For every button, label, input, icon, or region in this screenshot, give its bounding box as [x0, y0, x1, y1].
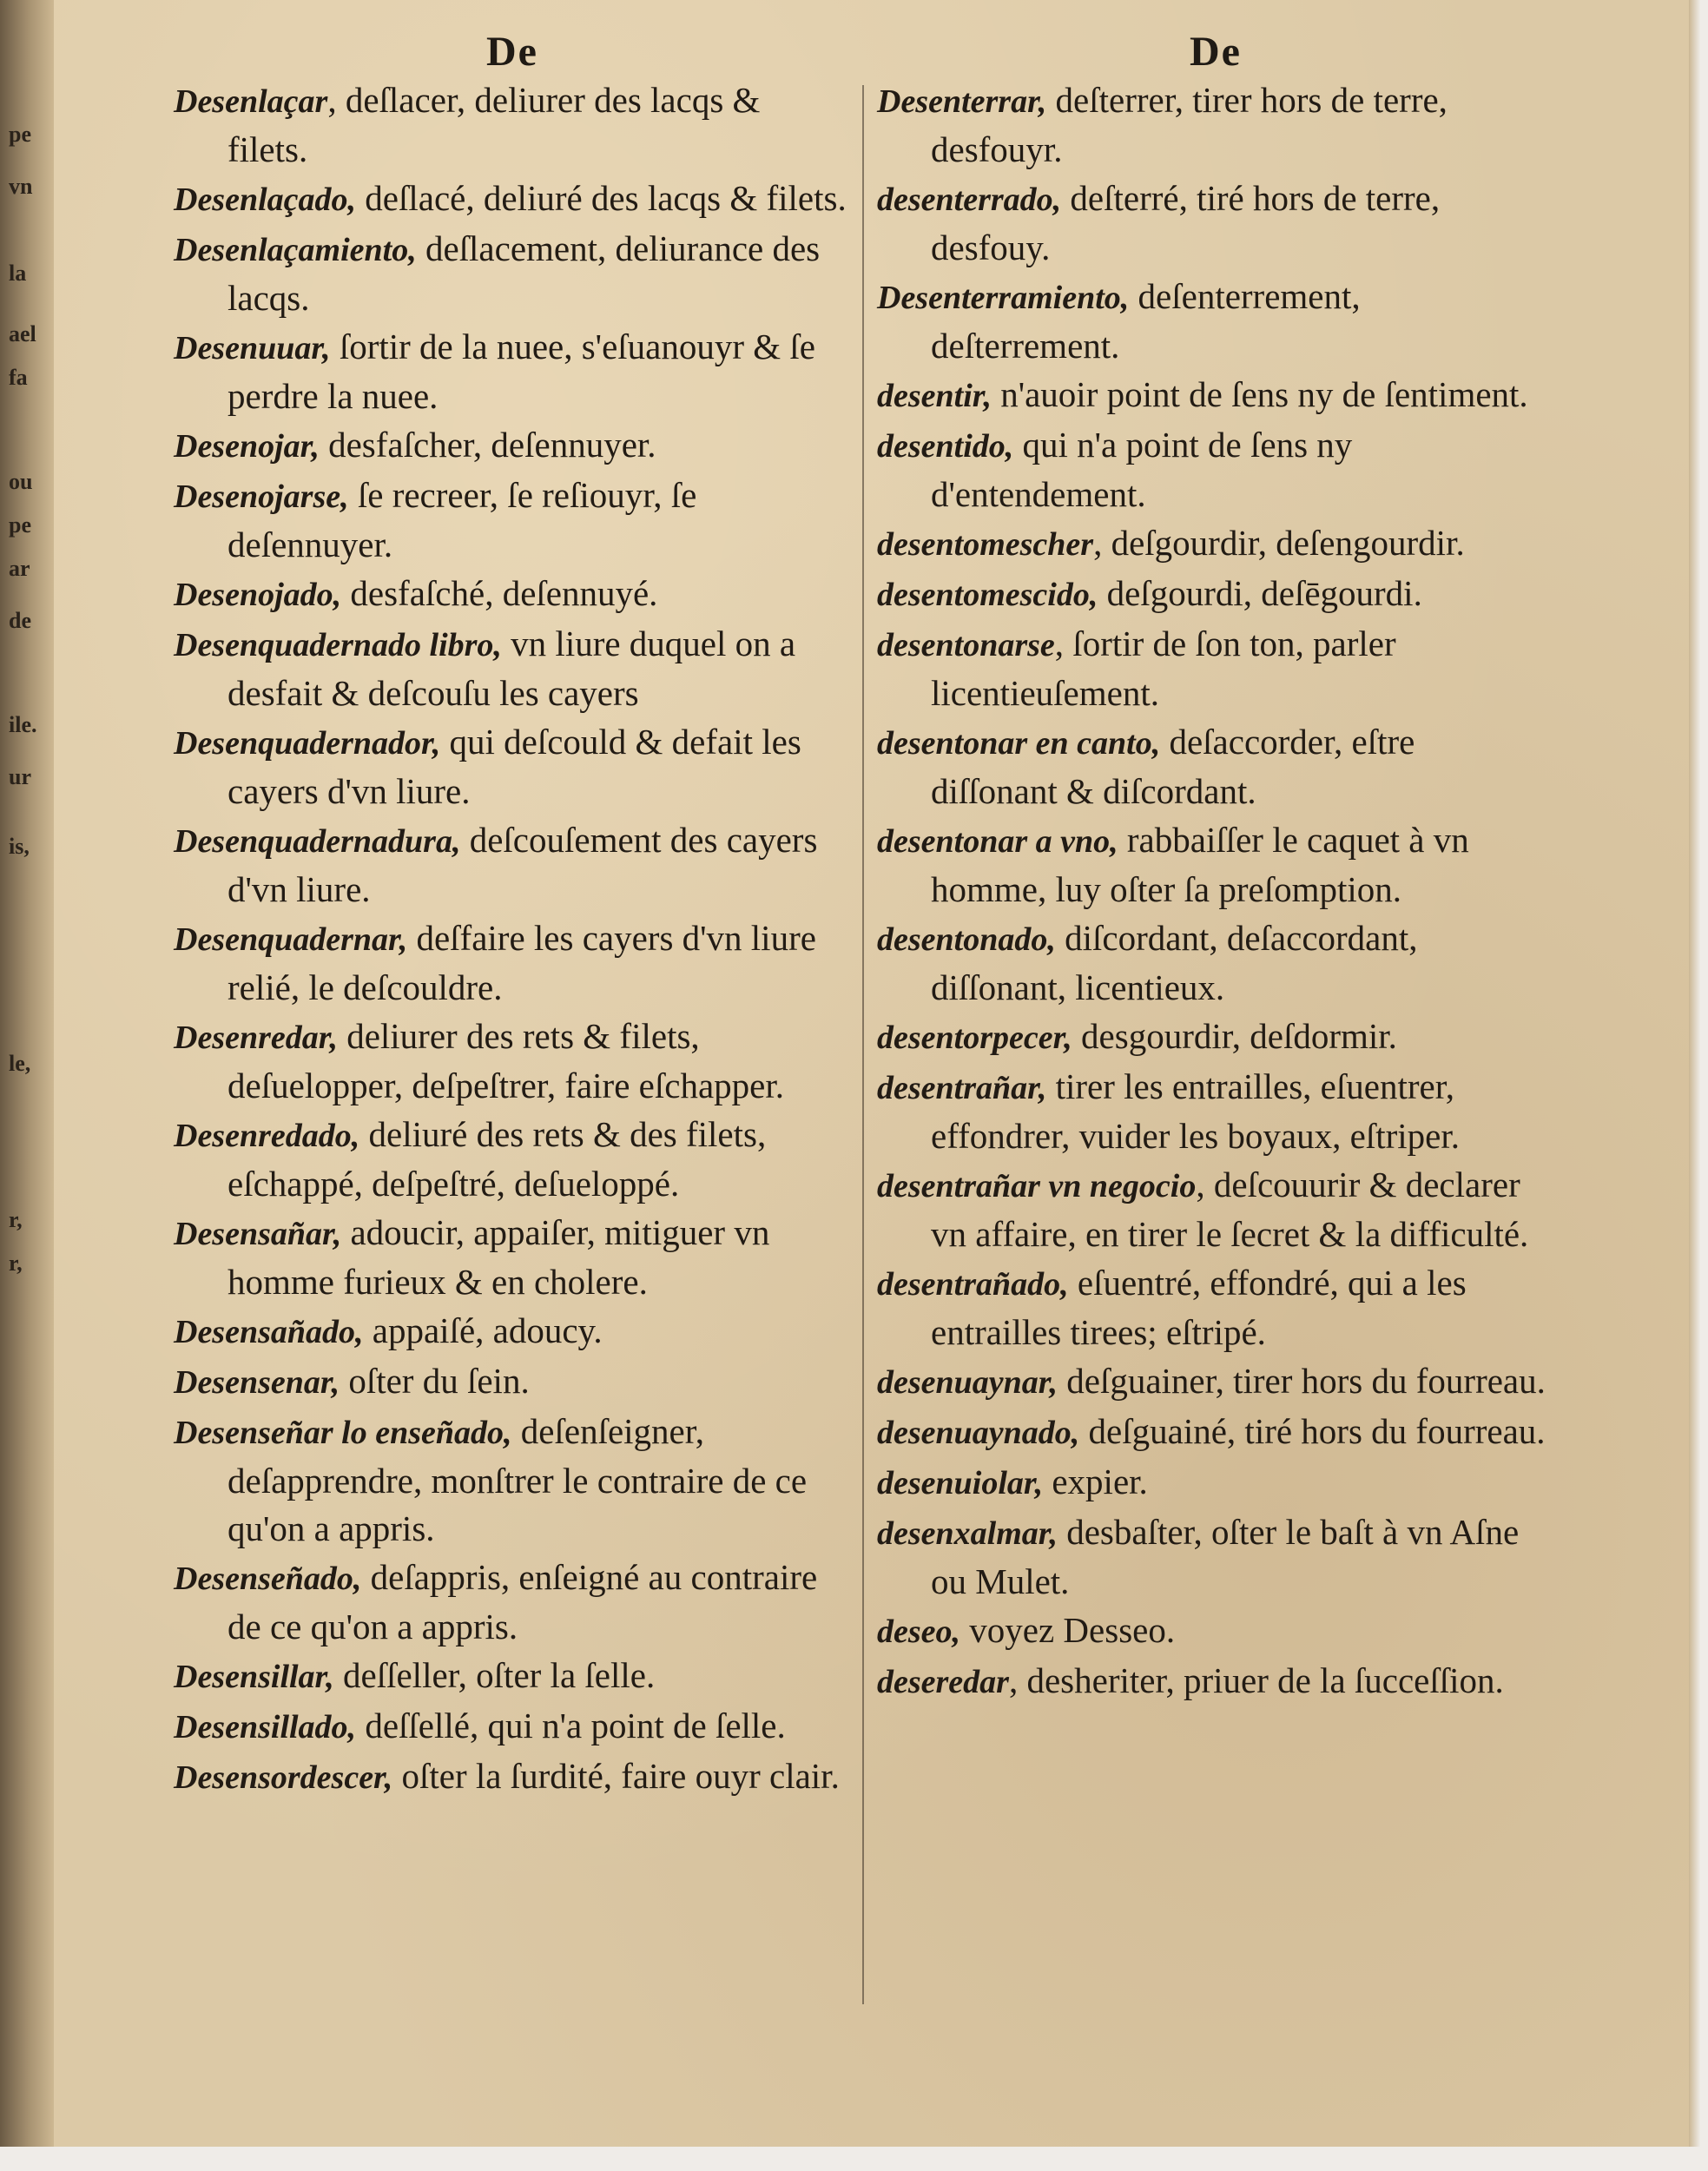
entry-definition: appaiſé, adoucy. [363, 1310, 603, 1350]
dictionary-entry [174, 225, 847, 322]
dictionary-entry [174, 570, 847, 619]
margin-fragment: le, [9, 1051, 31, 1076]
entry-headword: Desensañado, [174, 1314, 364, 1350]
entry-definition: deſfaire les cayers d'vn liure relié, le deſcouldre. [228, 918, 816, 1007]
dictionary-entry [174, 1357, 847, 1407]
entry-definition: deſappris, enſeigné au contraire de ce qu'on a appris. [228, 1557, 818, 1646]
entry-headword: Desenseñar lo enseñado, [174, 1415, 512, 1451]
dictionary-entry [174, 175, 847, 224]
left-column [174, 76, 847, 1803]
page-edge-bottom [0, 2147, 1708, 2171]
margin-fragment: ile. [9, 712, 37, 737]
dictionary-entry [174, 620, 847, 717]
entry-headword: Desensordescer, [174, 1759, 393, 1796]
dictionary-entry [174, 914, 847, 1012]
entry-headword: Desenquadernadura, [174, 823, 461, 860]
entry-definition: , deſlacer, deliurer des lacqs & filets. [228, 80, 761, 169]
dictionary-entry [877, 371, 1550, 420]
entry-definition: deſguainer, tirer hors du fourreau. [1057, 1361, 1546, 1401]
entry-headword: Desenojar, [174, 428, 320, 465]
entry-definition: n'auoir point de ſens ny de ſentiment. [991, 374, 1528, 414]
margin-fragment: is, [9, 834, 30, 859]
dictionary-entry [877, 175, 1550, 272]
column-divider [862, 85, 864, 2004]
entry-definition: deliuré des rets & des filets, eſchappé, deſpeſtré, deſueloppé. [228, 1114, 767, 1204]
entry-headword: desentir, [877, 378, 992, 414]
dictionary-entry [174, 472, 847, 569]
dictionary-entry [877, 1458, 1550, 1508]
entry-headword: desentrañar vn negocio [877, 1168, 1197, 1204]
dictionary-entry [877, 620, 1550, 717]
entry-definition: desfaſcher, deſennuyer. [319, 425, 656, 465]
entry-headword: deseredar [877, 1664, 1009, 1700]
entry-definition: deſterré, tiré hors de terre, desfouy. [931, 178, 1441, 267]
entry-headword: Desenuuar, [174, 330, 331, 366]
entry-definition: vn liure duquel on a desfait & deſcouſu les cayers [228, 624, 796, 713]
right-column-heading: De [1190, 29, 1242, 75]
entry-headword: desentonarse [877, 627, 1055, 663]
dictionary-entry [877, 1063, 1550, 1160]
entry-definition: deſguainé, tiré hors du fourreau. [1079, 1411, 1546, 1451]
dictionary-entry [877, 273, 1550, 370]
entry-headword: desenterrado, [877, 181, 1062, 218]
entry-headword: desentomescher [877, 526, 1094, 563]
entry-headword: desentomescido, [877, 577, 1098, 613]
left-column-heading: De [486, 29, 538, 75]
entry-headword: Desenterramiento, [877, 280, 1130, 316]
dictionary-entry [174, 323, 847, 420]
entry-headword: Desensenar, [174, 1364, 340, 1401]
margin-fragment: ou [9, 469, 33, 494]
entry-definition: expier. [1043, 1462, 1148, 1501]
entry-headword: desentido, [877, 428, 1014, 465]
entry-headword: Desenojado, [174, 577, 342, 613]
dictionary-entry [877, 1508, 1550, 1606]
entry-headword: desentonar en canto, [877, 725, 1161, 762]
entry-headword: Desenlaçamiento, [174, 232, 417, 268]
entry-definition: adoucir, appaiſer, mitiguer vn homme furieux & en cholere. [228, 1212, 770, 1302]
entry-definition: deſenſeigner, deſapprendre, monſtrer le contraire de ce qu'on a appris. [228, 1411, 808, 1548]
entry-definition: deſlacement, deliurance des lacqs. [228, 228, 821, 318]
dictionary-entry [877, 1357, 1550, 1407]
entry-definition: , deſgourdir, deſengourdir. [1093, 523, 1465, 563]
dictionary-entry [174, 816, 847, 914]
dictionary-entry [174, 1111, 847, 1208]
dictionary-entry [877, 76, 1550, 174]
entry-definition: eſuentré, effondré, qui a les entrailles tirees; eſtripé. [931, 1263, 1467, 1352]
entry-definition: , deſcouurir & declarer vn affaire, en tirer le ſecret & la difficulté. [931, 1165, 1529, 1254]
dictionary-entry [877, 1607, 1550, 1656]
entry-definition: rabbaiſſer le caquet à vn homme, luy oſter ſa preſomption. [931, 820, 1469, 909]
entry-definition: deſſellé, qui n'a point de ſelle. [356, 1706, 786, 1745]
page-edge-right [1689, 0, 1708, 2171]
entry-definition: deſlacé, deliuré des lacqs & filets. [356, 178, 847, 218]
margin-fragment: de [9, 608, 31, 633]
dictionary-entry [174, 1307, 847, 1356]
entry-headword: desenuiolar, [877, 1465, 1044, 1501]
dictionary-entry [174, 1209, 847, 1306]
margin-fragment: ur [9, 764, 31, 789]
entry-headword: desenuaynar, [877, 1364, 1058, 1401]
entry-definition: voyez Desseo. [960, 1610, 1176, 1650]
entry-headword: Desenterrar, [877, 83, 1047, 120]
entry-headword: Desenlaçado, [174, 181, 357, 218]
margin-fragment: ael [9, 321, 36, 346]
dictionary-entry [877, 570, 1550, 619]
dictionary-entry [877, 816, 1550, 914]
margin-fragment: pe [9, 122, 31, 147]
entry-definition: deſſeller, oſter la ſelle. [333, 1655, 656, 1695]
entry-headword: Desensañar, [174, 1216, 342, 1252]
dictionary-entry [877, 914, 1550, 1012]
margin-fragment: vn [9, 174, 33, 199]
entry-definition: ſortir de la nuee, s'eſuanouyr & ſe perdre la nuee. [228, 327, 815, 416]
margin-fragment: la [9, 261, 27, 286]
dictionary-entry [877, 718, 1550, 815]
entry-definition: deſcouſement des cayers d'vn liure. [228, 820, 818, 909]
entry-definition: deſgourdi, deſēgourdi. [1098, 573, 1422, 613]
entry-headword: Desenojarse, [174, 478, 349, 515]
entry-headword: desentonado, [877, 921, 1056, 958]
entry-headword: Desenquadernado libro, [174, 627, 502, 663]
dictionary-entry [174, 1408, 847, 1553]
dictionary-entry [877, 421, 1550, 518]
entry-headword: desentrañar, [877, 1070, 1047, 1106]
dictionary-entry [877, 1161, 1550, 1258]
entry-definition: deſterrer, tirer hors de terre, desfouyr. [931, 80, 1448, 169]
entry-headword: Desenredado, [174, 1118, 360, 1154]
entry-headword: Desensillar, [174, 1659, 334, 1695]
entry-headword: deseo, [877, 1613, 961, 1650]
entry-headword: Desenredar, [174, 1020, 338, 1056]
dictionary-entry [174, 76, 847, 174]
dictionary-entry [877, 1408, 1550, 1457]
dictionary-entry [174, 1752, 847, 1802]
margin-fragment: r, [9, 1207, 23, 1232]
entry-definition: ſe recreer, ſe reſiouyr, ſe deſennuyer. [228, 475, 697, 564]
entry-definition: , ſortir de ſon ton, parler licentieuſement. [931, 624, 1396, 713]
dictionary-entry [174, 718, 847, 815]
entry-definition: deſaccorder, eſtre diſſonant & diſcordant. [931, 722, 1415, 811]
entry-definition: qui deſcould & defait les cayers d'vn liure. [228, 722, 801, 811]
margin-fragment: pe [9, 512, 31, 538]
margin-fragment: r, [9, 1250, 23, 1276]
margin-fragment: ar [9, 556, 30, 581]
entry-definition: desgourdir, deſdormir. [1072, 1016, 1397, 1056]
entry-definition: tirer les entrailles, eſuentrer, effondrer, vuider les boyaux, eſtriper. [931, 1066, 1460, 1156]
dictionary-entry [174, 1702, 847, 1752]
right-column [877, 76, 1550, 1707]
entry-headword: Desensillado, [174, 1709, 357, 1745]
margin-fragment: fa [9, 365, 28, 390]
entry-definition: deliurer des rets & filets, deſuelopper, deſpeſtrer, faire eſchapper. [228, 1016, 784, 1105]
entry-definition: oſter du ſein. [340, 1361, 530, 1401]
entry-headword: desentonar a vno, [877, 823, 1118, 860]
dictionary-entry [877, 519, 1550, 569]
entry-headword: Desenseñado, [174, 1561, 362, 1597]
entry-headword: Desenlaçar [174, 83, 328, 120]
dictionary-entry [877, 1657, 1550, 1706]
entry-definition: desbaſter, oſter le baſt à vn Aſne ou Mulet. [931, 1512, 1520, 1601]
entry-definition: diſcordant, deſaccordant, diſſonant, licentieux. [931, 918, 1418, 1007]
entry-definition: deſenterrement, deſterrement. [931, 276, 1361, 366]
dictionary-entry [174, 1652, 847, 1701]
entry-headword: Desenquadernador, [174, 725, 441, 762]
entry-definition: qui n'a point de ſens ny d'entendement. [931, 425, 1353, 514]
entry-headword: desentrañado, [877, 1266, 1069, 1303]
dictionary-entry [174, 1554, 847, 1651]
entry-headword: Desenquadernar, [174, 921, 408, 958]
entry-definition: , desheriter, priuer de la ſucceſſion. [1008, 1660, 1504, 1700]
entry-headword: desenxalmar, [877, 1515, 1058, 1552]
dictionary-entry [877, 1013, 1550, 1062]
entry-definition: desfaſché, deſennuyé. [341, 573, 658, 613]
entry-headword: desenuaynado, [877, 1415, 1080, 1451]
dictionary-entry [174, 1013, 847, 1110]
dictionary-entry [877, 1259, 1550, 1356]
entry-definition: oſter la ſurdité, faire ouyr clair. [392, 1756, 840, 1796]
entry-headword: desentorpecer, [877, 1020, 1072, 1056]
dictionary-entry [174, 421, 847, 471]
